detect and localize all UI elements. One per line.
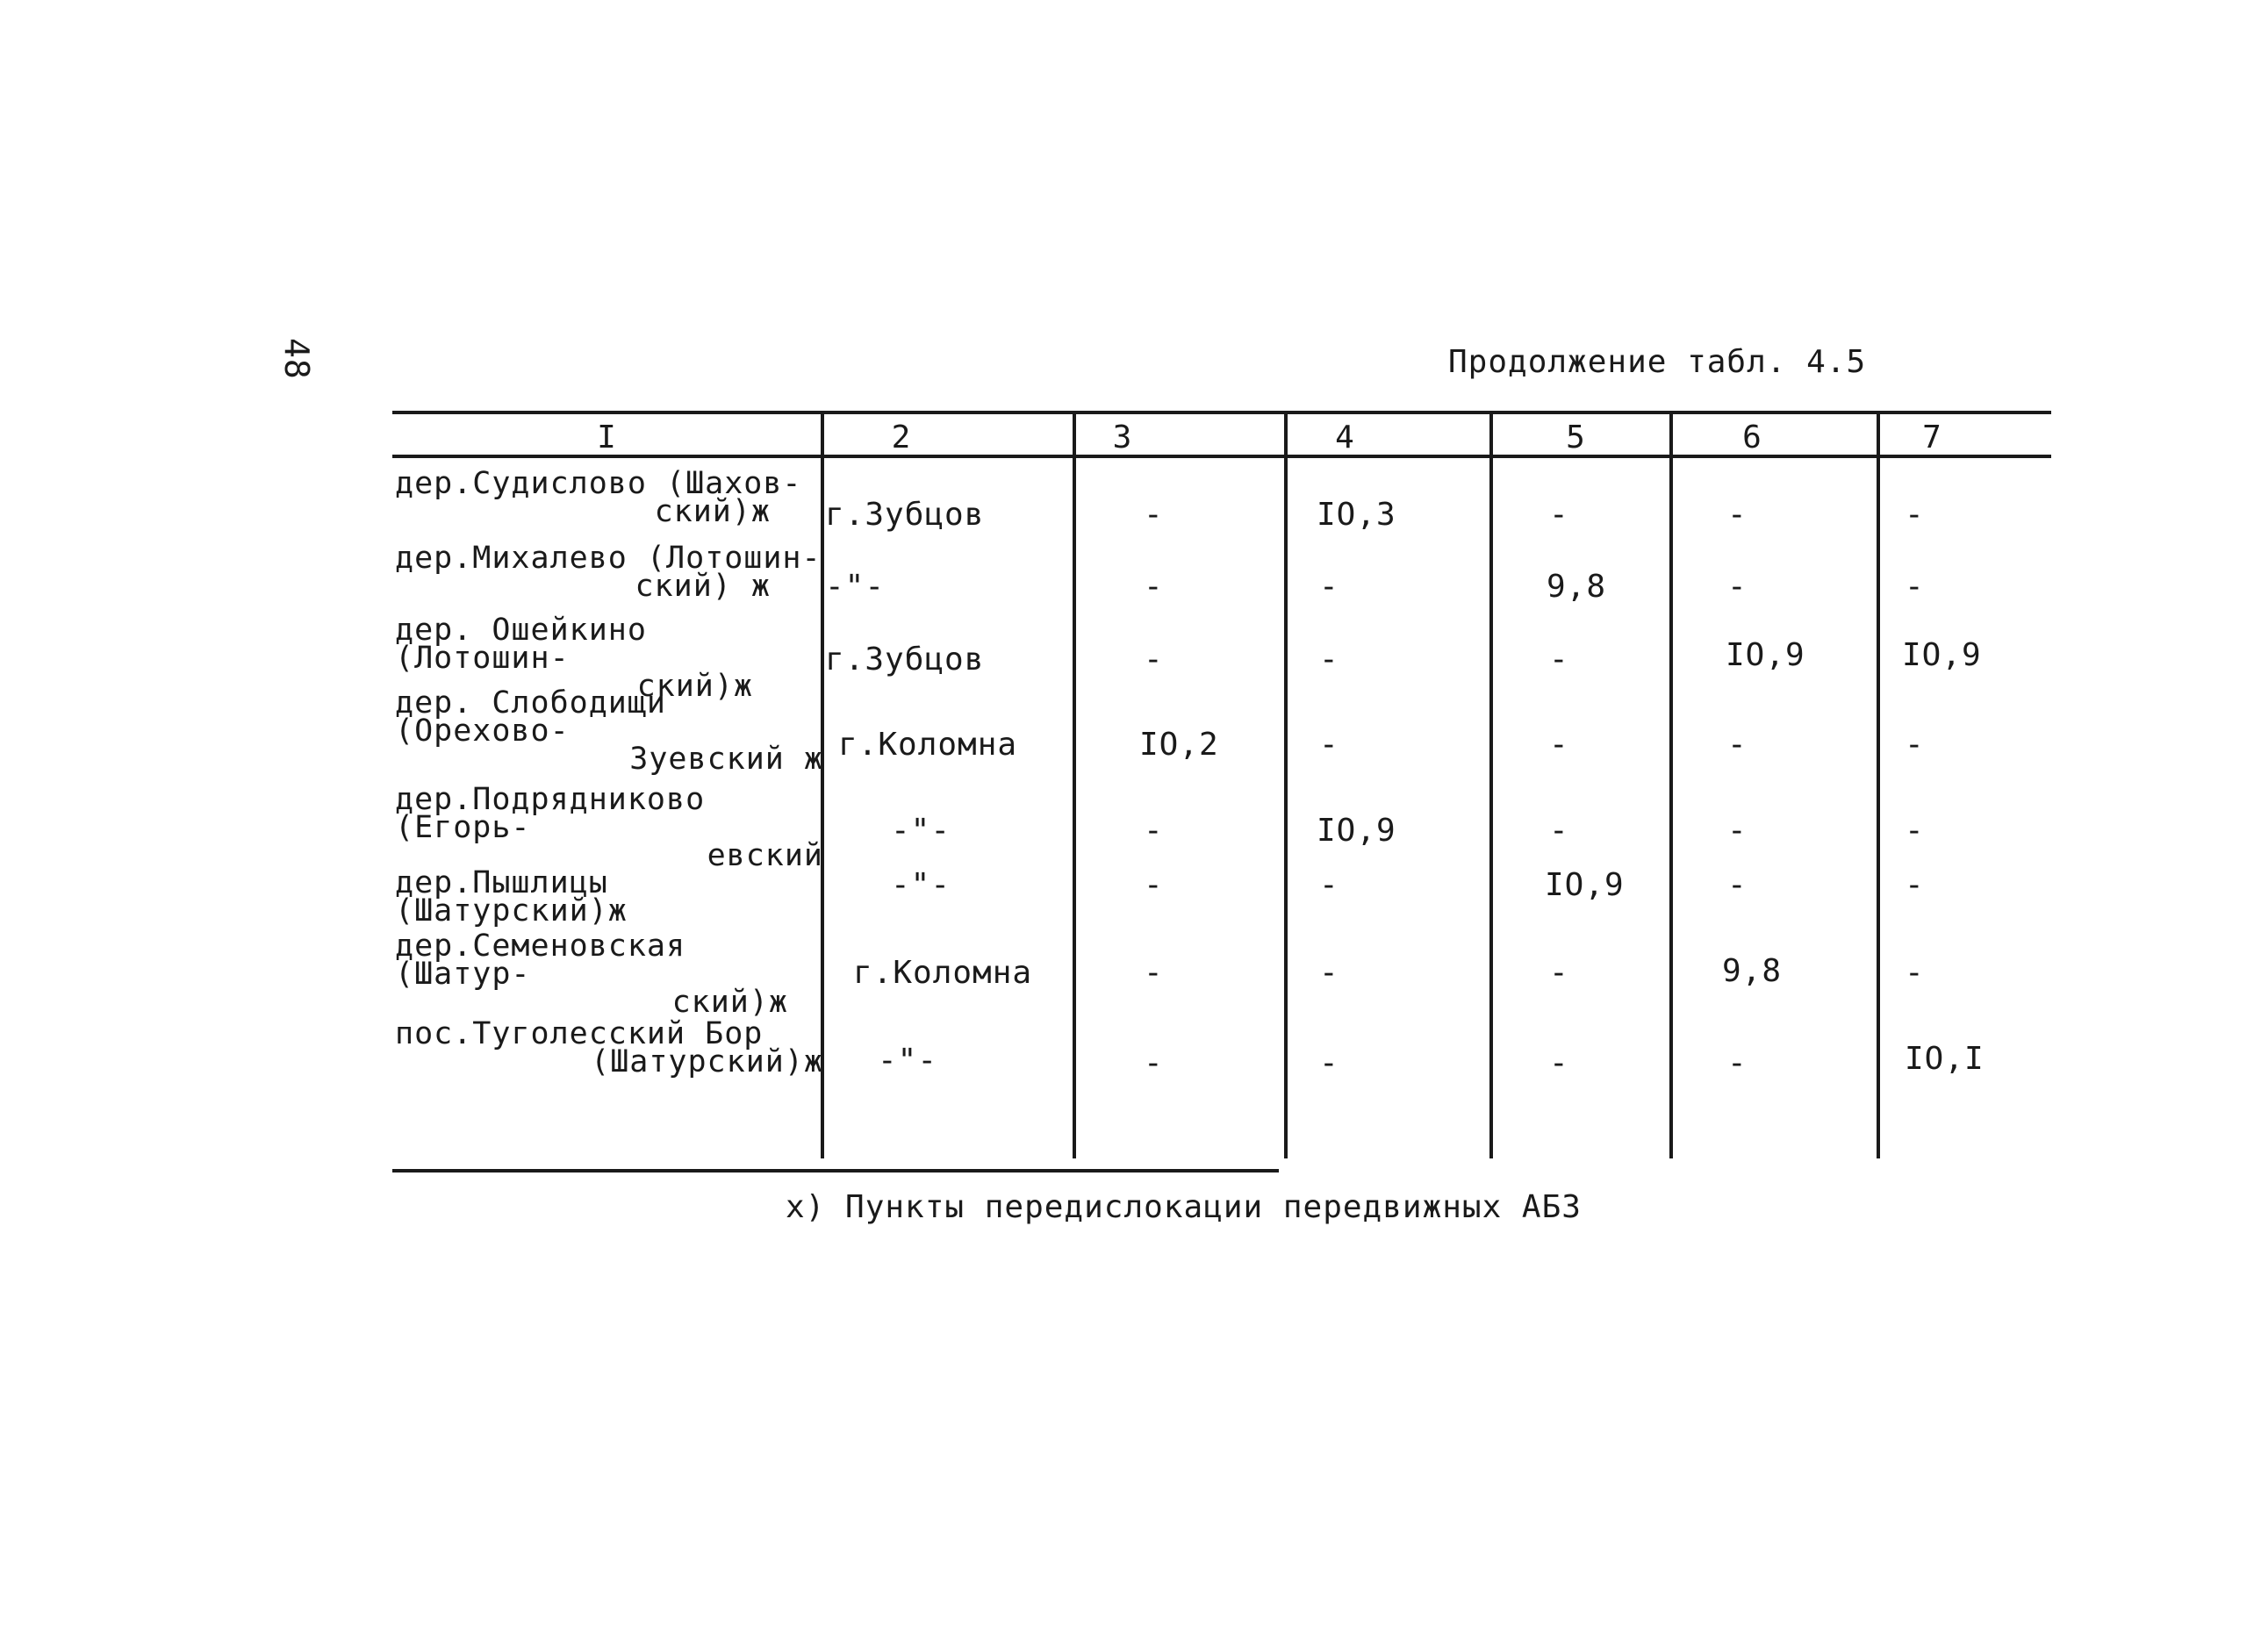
- table-bottom-rule: [392, 1169, 1279, 1172]
- value-cell: IO,2: [1139, 727, 1219, 763]
- value-cell: -: [1549, 497, 1569, 533]
- city-cell: -"-: [891, 813, 951, 849]
- city-cell: -"-: [878, 1043, 938, 1079]
- column-divider: [1877, 414, 1880, 1158]
- page-number: 48: [277, 338, 316, 380]
- value-cell: -: [1905, 955, 1925, 991]
- value-cell: -: [1905, 497, 1925, 533]
- value-cell: IO,3: [1317, 497, 1396, 533]
- city-cell: г.Коломна: [853, 955, 1033, 991]
- settlement-name-line2: ский)ж: [636, 669, 753, 704]
- value-cell: IO,9: [1317, 813, 1396, 849]
- settlement-name-line2: ский) ж: [635, 569, 771, 604]
- settlement-name: [395, 1016, 823, 1079]
- value-cell: -: [1727, 813, 1748, 849]
- header-col-4: 4: [1335, 420, 1354, 455]
- city-cell: г.Коломна: [838, 727, 1018, 763]
- value-cell: -: [1144, 955, 1164, 991]
- settlement-name-line1: дер.Судислово (Шахов-: [395, 466, 802, 501]
- value-cell: -: [1905, 727, 1925, 763]
- value-cell: 9,8: [1722, 953, 1783, 989]
- value-cell: -: [1144, 497, 1164, 533]
- value-cell: -: [1319, 569, 1339, 605]
- value-cell: -: [1549, 642, 1569, 678]
- value-cell: -: [1905, 813, 1925, 849]
- settlement-name-line2: ский)ж: [671, 985, 788, 1020]
- value-cell: -: [1727, 867, 1748, 903]
- value-cell: -: [1319, 955, 1339, 991]
- city-cell: -"-: [825, 569, 886, 605]
- column-divider: [1073, 414, 1076, 1158]
- value-cell: -: [1319, 642, 1339, 678]
- settlement-name: [395, 685, 823, 777]
- footnote: х) Пункты передислокации передвижных АБЗ: [786, 1189, 1582, 1225]
- city-cell: г.Зубцов: [825, 642, 985, 678]
- value-cell: -: [1319, 727, 1339, 763]
- value-cell: IO,9: [1902, 637, 1982, 673]
- value-cell: -: [1905, 867, 1925, 903]
- value-cell: -: [1549, 813, 1569, 849]
- value-cell: -: [1319, 867, 1339, 903]
- value-cell: -: [1144, 1045, 1164, 1081]
- value-cell: IO,I: [1905, 1041, 1984, 1077]
- value-cell: 9,8: [1547, 569, 1607, 605]
- settlement-name: [395, 466, 823, 529]
- header-col-7: 7: [1922, 420, 1941, 455]
- value-cell: -: [1144, 813, 1164, 849]
- settlement-name: [395, 782, 823, 873]
- value-cell: -: [1549, 727, 1569, 763]
- column-divider: [1489, 414, 1493, 1158]
- column-divider: [1669, 414, 1673, 1158]
- header-col-1: I: [597, 420, 616, 455]
- settlement-name-line2: (Шатурский)ж: [591, 1044, 823, 1079]
- header-col-3: 3: [1112, 420, 1132, 455]
- header-col-5: 5: [1566, 420, 1585, 455]
- value-cell: -: [1727, 497, 1748, 533]
- value-cell: -: [1905, 569, 1925, 605]
- settlement-name-line1: дер.Михалево (Лотошин-: [395, 541, 822, 576]
- value-cell: -: [1727, 1045, 1748, 1081]
- table-caption: Продолжение табл. 4.5: [1448, 344, 1867, 380]
- settlement-name-line2: ский)ж: [654, 494, 771, 529]
- value-cell: -: [1144, 569, 1164, 605]
- settlement-name-line1: дер. Слободищи (Орехово-: [395, 685, 667, 749]
- settlement-name-line2: евский: [707, 838, 823, 873]
- value-cell: -: [1144, 867, 1164, 903]
- city-cell: -"-: [891, 867, 951, 903]
- settlement-name: [395, 865, 823, 929]
- value-cell: -: [1319, 1045, 1339, 1081]
- settlement-name: [395, 929, 823, 1020]
- header-col-6: 6: [1742, 420, 1762, 455]
- settlement-name-line1: дер.Семеновская (Шатур-: [395, 929, 686, 992]
- settlement-name-line1: дер.Подрядниково (Егорь-: [395, 782, 706, 845]
- settlement-name-line2: Зуевский ж: [629, 742, 823, 777]
- value-cell: -: [1144, 642, 1164, 678]
- header-col-2: 2: [891, 420, 911, 455]
- value-cell: IO,9: [1545, 867, 1625, 903]
- value-cell: -: [1727, 569, 1748, 605]
- settlement-name-line1: пос.Туголесский Бор: [395, 1016, 764, 1051]
- value-cell: -: [1727, 727, 1748, 763]
- value-cell: -: [1549, 955, 1569, 991]
- city-cell: г.Зубцов: [825, 497, 985, 533]
- value-cell: -: [1549, 1045, 1569, 1081]
- table-top-rule: [392, 411, 2051, 414]
- settlement-name-line1: дер.Пышлицы (Шатурский)ж: [395, 865, 628, 929]
- settlement-name-line1: дер. Ошейкино (Лотошин-: [395, 613, 647, 676]
- settlement-name: [395, 541, 823, 604]
- column-divider: [1284, 414, 1288, 1158]
- value-cell: IO,9: [1726, 637, 1805, 673]
